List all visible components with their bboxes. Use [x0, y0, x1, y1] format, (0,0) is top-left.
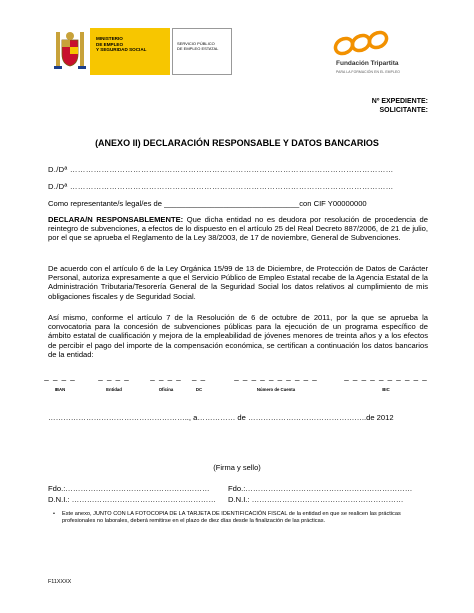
solicitante-label: SOLICITANTE:: [379, 107, 428, 114]
declaration-paragraph: [48, 215, 428, 243]
bic-label: BIC: [382, 387, 390, 392]
document-title: (ANEXO II) DECLARACIÓN RESPONSABLE Y DATOS BANCARIOS: [95, 138, 379, 148]
foundation-logo-icon: [330, 28, 410, 58]
expediente-label: Nº EXPEDIENTE:: [371, 98, 428, 105]
ministry-logo: MINISTERIO DE EMPLEO Y SEGURIDAD SOCIAL: [90, 28, 170, 75]
annex-note: [53, 511, 432, 525]
representative-line[interactable]: Como representante/s legal/es de ________________________________con CIF Y00000000: [48, 199, 367, 208]
bank-certification-paragraph: Así mismo, conforme el artículo 7 de la Resolución de 6 de octubre de 2011, por la que se aprueba la convocatoria para la concesión de subvenciones públicas para la ejecución de un programa específico de ámbito estatal de cualificación y mejora de la empleabilidad de jóvenes menores de treinta años y a los efectos de percibir el pago del importe de la compensación económica, se certifican a continuación los datos bancarios de la entidad:: [48, 313, 428, 359]
iban-field[interactable]: _ _ _ _ IBAN: [40, 372, 80, 392]
oficina-field[interactable]: _ _ _ _ Oficina: [146, 372, 186, 392]
foundation-tagline: PARA LA FORMACIÓN EN EL EMPLEO: [336, 70, 401, 74]
bic-field[interactable]: _ _ _ _ _ _ _ _ _ _ BIC: [336, 372, 436, 392]
dc-label: DC: [195, 387, 203, 392]
signature-caption: (Firma y sello): [213, 463, 261, 472]
coat-of-arms-logo: [50, 30, 90, 72]
signature-name-1[interactable]: Fdo.:…………………………………………………: [48, 484, 210, 493]
expediente-block: [372, 97, 428, 115]
sepe-logo: SERVICIO PÚBLICO DE EMPLEO ESTATAL: [172, 28, 232, 75]
dc-field[interactable]: _ _ DC: [188, 372, 210, 392]
entidad-field[interactable]: _ _ _ _ Entidad: [94, 372, 134, 392]
signature-dni-1[interactable]: D.N.I.: …………………………………………………: [48, 495, 216, 504]
declaration-heading: DECLARA/N RESPONSABLEMENTE:: [48, 215, 184, 224]
oficina-label: Oficina: [158, 387, 174, 392]
bank-details-row: [40, 372, 440, 402]
data-protection-paragraph: De acuerdo con el artículo 6 de la Ley Orgánica 15/99 de 13 de Diciembre, de Protección de Datos de Carácter Personal, autoriza expresamente a que el Servicio Público de Empleo Estatal recabe de la Agencia Estatal de la Administración Tributaria/Tesorería General de la Seguridad Social los datos relativos al cumplimiento de mis obligaciones fiscales y de Seguridad Social.: [48, 264, 428, 301]
account-number-field[interactable]: _ _ _ _ _ _ _ _ _ _ Número de Cuenta: [226, 372, 326, 392]
declaration-text: Que dicha entidad no es deudora por resolución de procedencia de reintegro de subvenciones, a efectos de lo dispuesto en el artículo 25 del Real Decreto 887/2006, de 21 de julio, por el que se aprueba el Reglamento de la Ley 38/2003, de 17 de noviembre, General de Subvenciones.: [48, 215, 428, 243]
iban-label: IBAN: [54, 387, 66, 392]
foundation-name: Fundación Tripartita: [336, 60, 399, 67]
account-number-label: Número de Cuenta: [256, 387, 296, 392]
declarant-line-1[interactable]: D./Dª ……………………………………………………………………………………………………………: [48, 165, 394, 174]
place-date-line[interactable]: ……………………………………………….., a…………… de ………………………………………..de 2012: [48, 413, 394, 422]
form-code: F11XXXX: [48, 579, 72, 585]
declarant-line-2[interactable]: D./Dª ……………………………………………………………………………………………………………: [48, 182, 394, 191]
signature-name-2[interactable]: Fdo.:…………………………………………………………: [228, 484, 413, 493]
entidad-label: Entidad: [106, 387, 122, 392]
bullet-icon: •: [53, 511, 55, 517]
annex-note-text: Este anexo, JUNTO CON LA FOTOCOPIA DE LA TARJETA DE IDENTIFICACIÓN FISCAL de la entidad en que se realicen las prácticas profesionales no laborales, deberá remitirse en el plazo de diez días desde la finalización de las prácticas.: [62, 511, 401, 524]
signature-dni-2[interactable]: D.N.I.: ……………………………………………………: [228, 495, 404, 504]
